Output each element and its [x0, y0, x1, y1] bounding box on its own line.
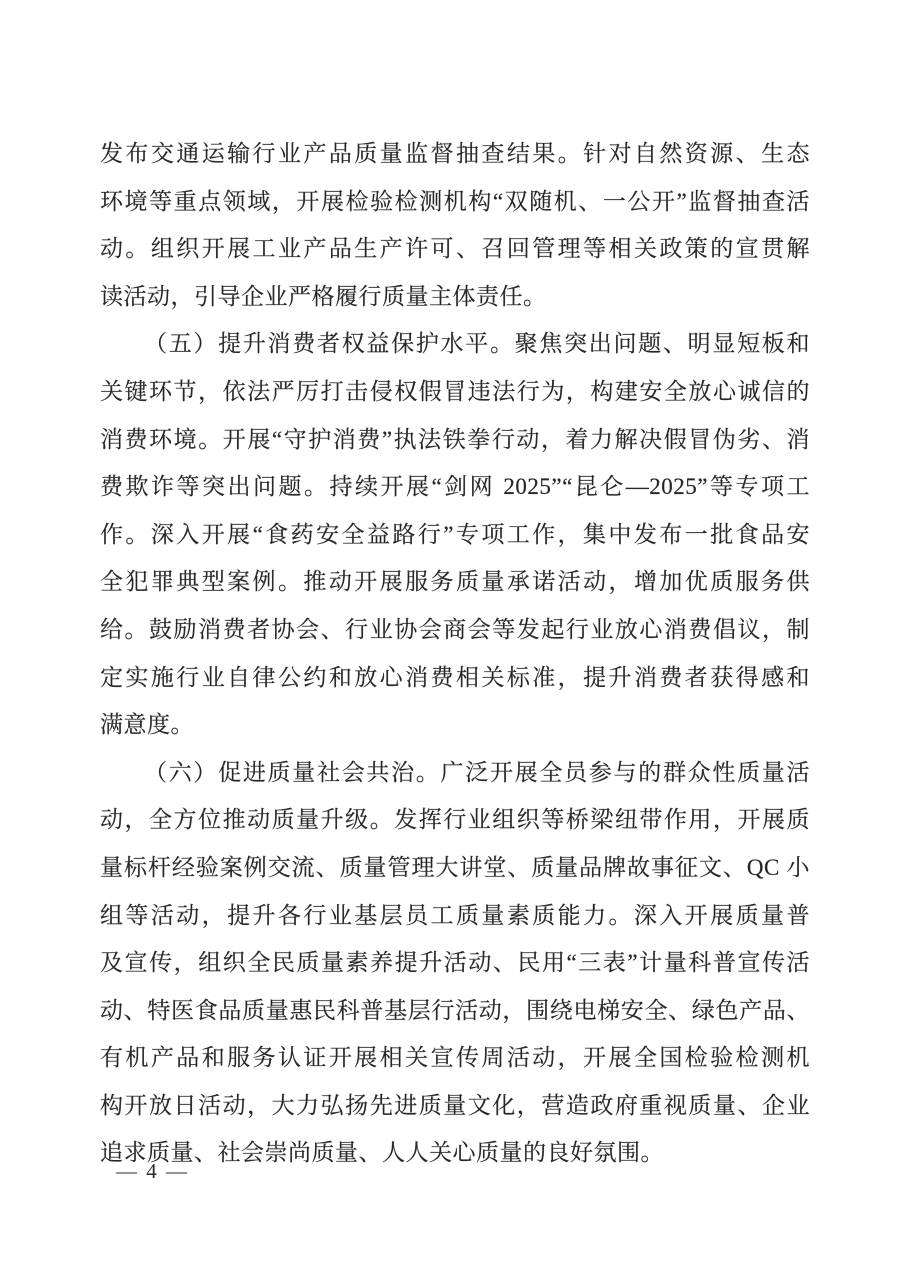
text-line: 费欺诈等突出问题。持续开展“剑网 2025”“昆仑—2025”等专项工 — [100, 474, 810, 500]
paragraph — [100, 130, 810, 320]
text-line: 作。深入开展“食药安全益路行”专项工作，集中发布一批食品安 — [100, 521, 810, 547]
text-line: 追求质量、社会崇尚质量、人人关心质量的良好氛围。 — [100, 1140, 664, 1166]
text-line: 有机产品和服务认证开展相关宣传周活动，开展全国检验检测机 — [100, 1045, 810, 1071]
text-line: （六）促进质量社会共治。广泛开展全员参与的群众性质量活 — [144, 759, 810, 785]
document-body — [100, 130, 810, 1177]
text-line: 构开放日活动，大力弘扬先进质量文化，营造政府重视质量、企业 — [100, 1092, 810, 1118]
text-line: 发布交通运输行业产品质量监督抽查结果。针对自然资源、生态 — [100, 141, 810, 166]
text-line: 全犯罪典型案例。推动开展服务质量承诺活动，增加优质服务供 — [100, 569, 810, 595]
text-line: 动，全方位推动质量升级。发挥行业组织等桥梁纽带作用，开展质 — [100, 807, 810, 833]
text-line: （五）提升消费者权益保护水平。聚焦突出问题、明显短板和 — [144, 331, 810, 357]
text-line: 动。组织开展工业产品生产许可、召回管理等相关政策的宣贯解 — [100, 236, 810, 262]
page-number: — 4 — — [116, 1159, 189, 1183]
text-line: 满意度。 — [100, 712, 194, 738]
paragraph — [100, 320, 810, 748]
text-line: 读活动，引导企业严格履行质量主体责任。 — [100, 283, 547, 309]
text-line: 消费环境。开展“守护消费”执法铁拳行动，着力解决假冒伪劣、消 — [100, 426, 810, 452]
text-line: 给。鼓励消费者协会、行业协会商会等发起行业放心消费倡议，制 — [100, 616, 810, 642]
text-line: 定实施行业自律公约和放心消费相关标准，提升消费者获得感和 — [100, 664, 810, 690]
text-line: 组等活动，提升各行业基层员工质量素质能力。深入开展质量普 — [100, 902, 810, 928]
text-line: 及宣传，组织全民质量素养提升活动、民用“三表”计量科普宣传活 — [100, 950, 810, 976]
text-line: 量标杆经验案例交流、质量管理大讲堂、质量品牌故事征文、QC 小 — [100, 854, 810, 880]
text-line: 动、特医食品质量惠民科普基层行活动，围绕电梯安全、绿色产品、 — [100, 997, 810, 1023]
text-line: 关键环节，依法严厉打击侵权假冒违法行为，构建安全放心诚信的 — [100, 378, 810, 404]
text-line: 环境等重点领域，开展检验检测机构“双随机、一公开”监督抽查活 — [100, 188, 810, 214]
paragraph — [100, 749, 810, 1177]
